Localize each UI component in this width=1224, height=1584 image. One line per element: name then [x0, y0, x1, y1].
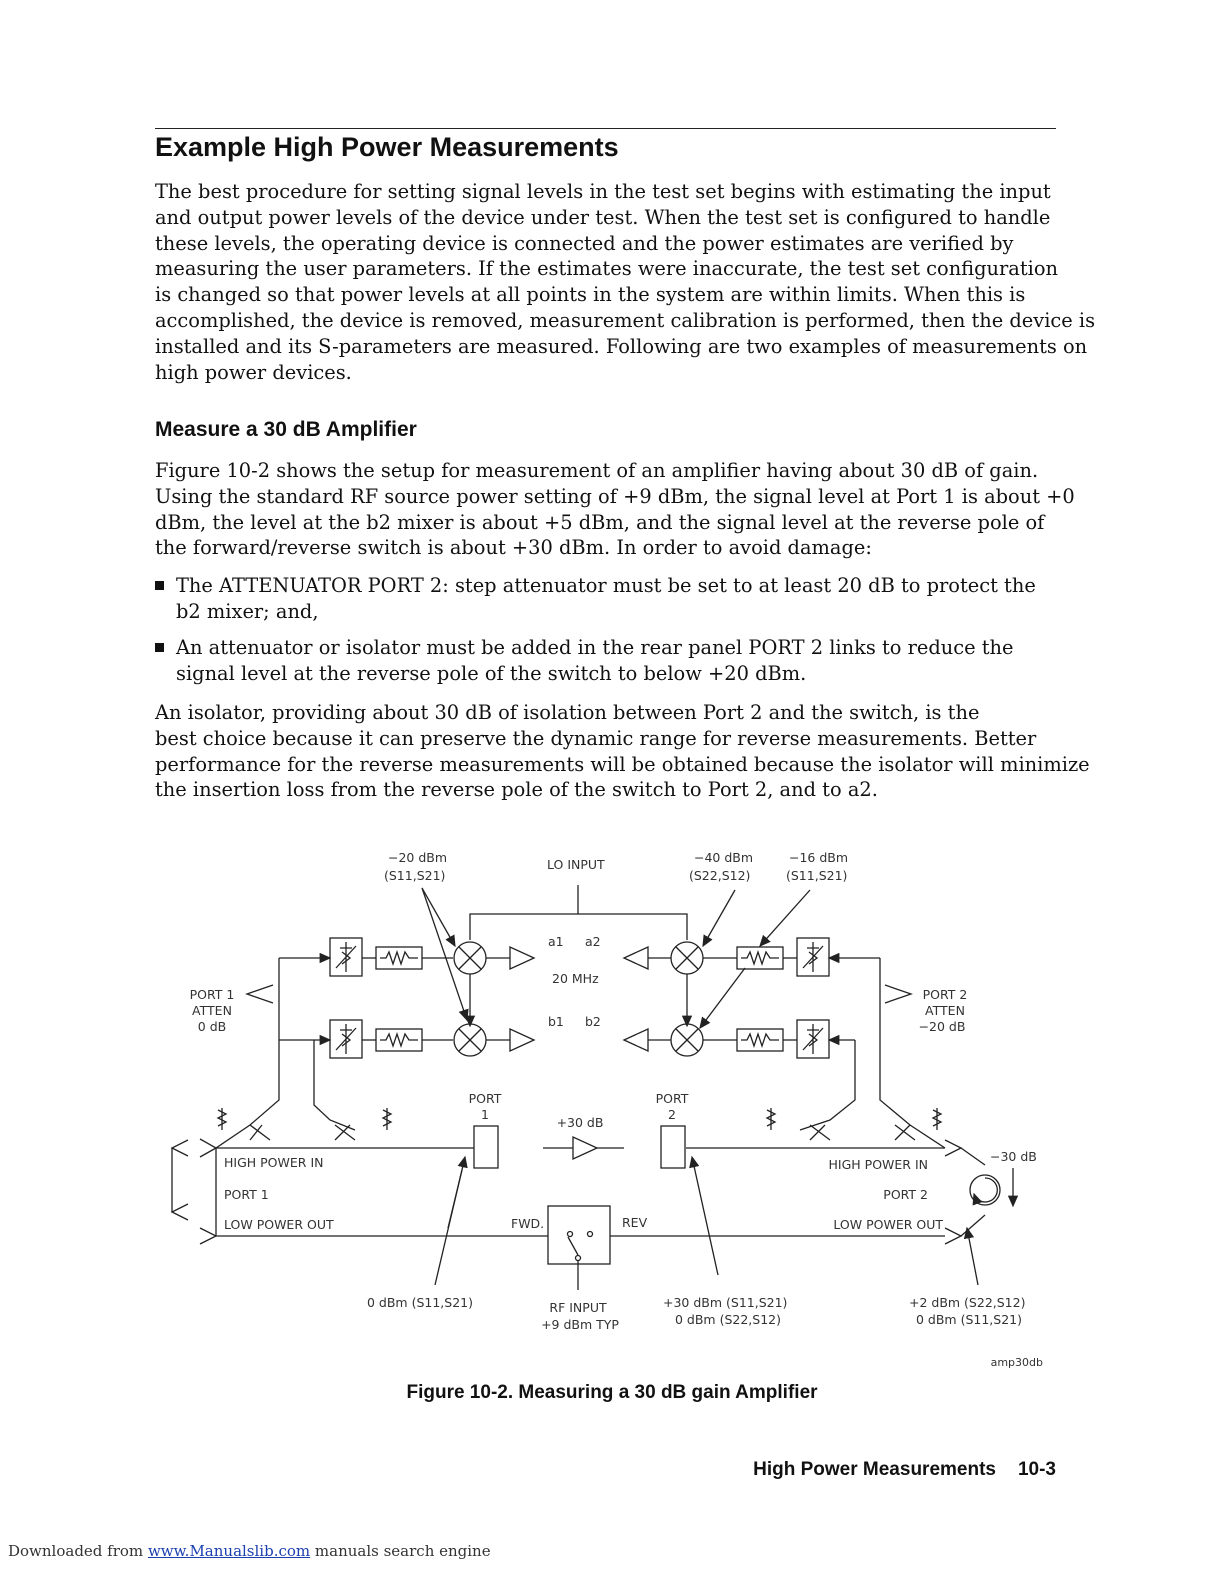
text-line: the insertion loss from the reverse pole of the switch to Port 2, and to a2. — [155, 778, 878, 802]
lo-input-label: LO INPUT — [547, 857, 605, 872]
bullet-item — [155, 573, 1036, 625]
high-power-in-left: HIGH POWER IN — [224, 1155, 324, 1170]
port2-number: 2 — [668, 1107, 676, 1122]
receiver-b2: b2 — [585, 1014, 601, 1029]
text-line: An isolator, providing about 30 dB of isolation between Port 2 and the switch, is the — [155, 701, 980, 724]
text-line: performance for the reverse measurements will be obtained because the isolator will minimize — [155, 752, 1090, 776]
text-line: installed and its S-parameters are measured. Following are two examples of measurements on — [155, 334, 1088, 358]
switch-fwd-label: FWD. — [511, 1216, 545, 1231]
text-line: signal level at the reverse pole of the switch to below +20 dBm. — [176, 661, 807, 685]
figure-caption: Figure 10-2. Measuring a 30 dB gain Amplifier — [406, 1382, 818, 1403]
bullet-square-icon — [155, 643, 164, 652]
manualslib-link[interactable]: www.Manualslib.com — [147, 1542, 311, 1560]
receiver-a2: a2 — [585, 934, 601, 949]
text-line: and output power levels of the device under test. When the test set is configured to handle — [155, 205, 1051, 229]
switch-rev-label: REV — [622, 1215, 648, 1230]
port2-atten-label: ATTEN — [925, 1003, 965, 1018]
footer-title: High Power Measurements — [753, 1459, 996, 1480]
section-subheading: Measure a 30 dB Amplifier — [155, 418, 417, 441]
text-line: the forward/reverse switch is about +30 dBm. In order to avoid damage: — [155, 536, 872, 560]
port1-number: 1 — [481, 1107, 489, 1122]
bullet-square-icon — [155, 581, 164, 590]
text-line: Using the standard RF source power setting of +9 dBm, the signal level at Port 1 is about +0 — [155, 484, 1075, 508]
text-line: these levels, the operating device is connected and the power estimates are verified by — [155, 231, 1014, 255]
receiver-a1: a1 — [548, 934, 564, 949]
level-b2: −16 dBm — [789, 850, 849, 865]
level-port1: 0 dBm (S11,S21) — [367, 1295, 473, 1310]
download-suffix: manuals search engine — [314, 1542, 491, 1560]
setup-paragraph — [155, 458, 1075, 561]
level-link: +2 dBm (S22,S12) — [909, 1295, 1026, 1310]
text-line: b2 mixer; and, — [176, 599, 319, 623]
port2-panel-label: PORT 2 — [883, 1187, 928, 1202]
port1-panel-label: PORT 1 — [224, 1187, 269, 1202]
text-line: high power devices. — [155, 360, 352, 384]
intro-paragraph — [155, 179, 1095, 385]
text-line: The best procedure for setting signal levels in the test set begins with estimating the input — [155, 180, 1051, 203]
text-line: An attenuator or isolator must be added in the rear panel PORT 2 links to reduce the — [176, 636, 1014, 659]
bullet-item — [155, 635, 1013, 687]
port1-atten-value: 0 dB — [197, 1019, 227, 1034]
port2-label: PORT — [655, 1091, 689, 1106]
level-a2-sparams: (S22,S12) — [689, 868, 751, 883]
text-line: Figure 10-2 shows the setup for measurement of an amplifier having about 30 dB of gain. — [155, 459, 1039, 482]
level-link: 0 dBm (S11,S21) — [916, 1312, 1022, 1327]
text-line: is changed so that power levels at all points in the system are within limits. When this is — [155, 283, 1026, 307]
page-number: 10-3 — [1017, 1459, 1056, 1480]
download-note — [8, 1542, 491, 1560]
amplifier-gain: +30 dB — [556, 1115, 604, 1130]
level-port2: 0 dBm (S22,S12) — [675, 1312, 781, 1327]
receiver-b1: b1 — [548, 1014, 564, 1029]
isolator-level: −30 dB — [990, 1149, 1037, 1164]
text-line: measuring the user parameters. If the estimates were inaccurate, the test set configuration — [155, 257, 1058, 281]
level-a1-sparams: (S11,S21) — [384, 868, 446, 883]
text-line: dBm, the level at the b2 mixer is about +5 dBm, and the signal level at the reverse pole of — [155, 510, 1045, 534]
rf-input-label: RF INPUT — [549, 1300, 607, 1315]
port1-atten-label: ATTEN — [192, 1003, 232, 1018]
text-line: accomplished, the device is removed, measurement calibration is performed, then the device is — [155, 308, 1096, 332]
figure-id: amp30db — [990, 1356, 1043, 1369]
low-power-out-left: LOW POWER OUT — [224, 1217, 334, 1232]
block-diagram — [155, 838, 1055, 1378]
page-footer — [753, 1459, 1056, 1481]
level-port2: +30 dBm (S11,S21) — [663, 1295, 788, 1310]
isolator-paragraph — [155, 700, 1090, 803]
text-line: The ATTENUATOR PORT 2: step attenuator must be set to at least 20 dB to protect the — [176, 574, 1036, 597]
top-rule — [155, 128, 1056, 129]
high-power-in-right: HIGH POWER IN — [828, 1157, 928, 1172]
port2-atten-label: PORT 2 — [922, 987, 968, 1002]
level-a1: −20 dBm — [388, 850, 448, 865]
port2-atten-value: −20 dB — [918, 1019, 966, 1034]
page-heading: Example High Power Measurements — [155, 132, 619, 162]
download-prefix: Downloaded from — [8, 1542, 144, 1560]
rf-input-level: +9 dBm TYP — [541, 1317, 619, 1332]
if-frequency: 20 MHz — [552, 971, 599, 986]
low-power-out-right: LOW POWER OUT — [833, 1217, 943, 1232]
port1-label: PORT — [468, 1091, 502, 1106]
text-line: best choice because it can preserve the dynamic range for reverse measurements. Better — [155, 726, 1037, 750]
level-b2-sparams: (S11,S21) — [786, 868, 848, 883]
level-a2: −40 dBm — [694, 850, 754, 865]
port1-atten-label: PORT 1 — [189, 987, 235, 1002]
